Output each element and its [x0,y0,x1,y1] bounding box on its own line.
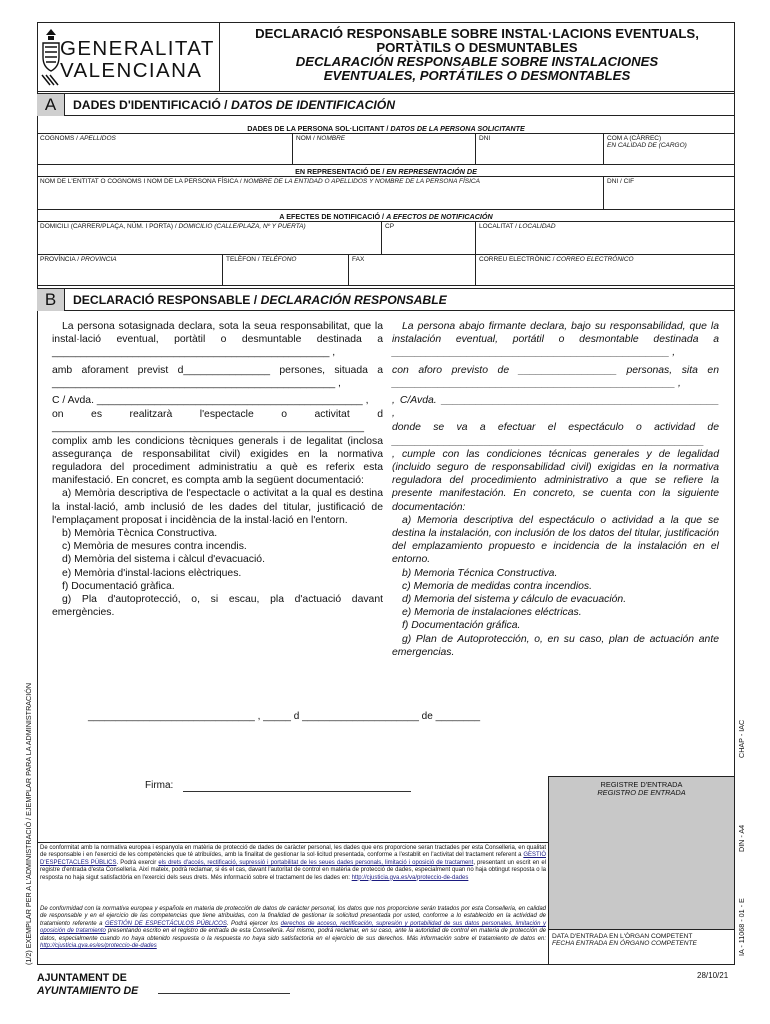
privacy-link-es-3[interactable]: http://cjusticia.gva.es/es/proteccio-de-dades [40,943,157,950]
band-solicitante: DADES DE LA PERSONA SOL·LICITANT / DATOS DE LA PERSONA SOLICITANTE [37,124,735,134]
field-apellidos[interactable]: COGNOMS / APELLIDOS [37,134,293,164]
row-domicilio [37,222,735,255]
code-form: IA - 11068 - 01 - E [737,898,746,956]
org-name-line1: GENERALITAT [60,37,215,60]
section-b-title: DECLARACIÓ RESPONSABLE / DECLARACIÓN RESPONSABLE [73,293,447,307]
field-correo[interactable]: CORREU ELECTRÒNIC / CORREO ELECTRÓNICO [479,256,634,263]
register-box [548,776,734,964]
field-entidad[interactable]: NOM DE L'ENTITAT O COGNOMS I NOM DE LA PERSONA FÍSICA / NOMBRE DE LA ENTIDAD O APELLIDOS Y NOMBRE DE LA PERSONA FÍSICA [37,177,604,209]
band-notificacion: A EFECTES DE NOTIFICACIÓ / A EFECTOS DE NOTIFICACIÓN [37,212,735,222]
decl-ca-item-g: g) Pla d'autoprotecció, o, si escau, pla d'actuació davant emergències. [52,594,383,619]
decl-ca-p4: on es realitzarà l'espectacle o activitat d ______________________________________________________ [52,409,383,434]
field-nombre[interactable]: NOM / NOMBRE [293,134,476,164]
field-dni-cif[interactable]: DNI / CIF [607,178,635,185]
decl-es-p4: donde se va a efectuar el espectáculo o actividad de ______________________________________________________ [392,422,719,447]
decl-es-item-c: c) Memoria de medidas contra incendios. [402,580,593,592]
field-fax[interactable]: FAX [349,255,476,285]
privacy-link-es-2[interactable]: derechos de acceso, rectificación, supresión y portabilidad de sus datos personales, limitación y oposición de tratamiento [40,920,546,935]
decl-ca-item-f: f) Documentació gràfica. [62,580,175,592]
section-a-header [37,93,735,116]
decl-es-p5: , cumple con las condiciones técnicas generales y de legalidad (incluido seguro de responsabilidad civil) exigidas en la normativa reguladora del procedimiento administrativo a que se refiere la presente manifestación. En concreto, se cuenta con la siguiente documentación: [392,448,719,513]
signature-label: Firma: [145,780,174,791]
section-b-header [37,288,735,311]
title-es-line1: DECLARACIÓN RESPONSABLE SOBRE INSTALACIONES [295,54,659,69]
decl-es-p2: con aforo previsto de _________________ personas, sita en _________________________________________________ , [392,364,719,389]
decl-es-item-e: e) Memoria de instalaciones eléctricas. [402,607,582,619]
decl-es-item-a: a) Memoria descriptiva del espectáculo o actividad a la que se destina la instalación, con inclusión de los datos del titular, justificación del emplazamiento propuesto e incidencia de la instalación en el entorno. [392,514,719,566]
field-domicilio[interactable]: DOMICILI (CARRER/PLAÇA, NÚM. I PORTA) / DOMICILIO (CALLE/PLAZA, Nº Y PUERTA) [37,222,382,254]
generalitat-logo [38,23,220,91]
decl-es-p1: La persona abajo firmante declara, bajo su responsabilidad, que la instalación eventual, portátil o desmontable destinada a ________________________________________________ , [392,321,719,359]
title-es-line2: EVENTUALES, PORTÁTILES O DESMONTABLES [323,68,631,83]
generalitat-emblem-icon [40,27,62,87]
field-cp[interactable]: CP [382,222,476,254]
code-din: DIN - A4 [737,824,746,852]
title-ca-line1: DECLARACIÓ RESPONSABLE SOBRE INSTAL·LACIONS EVENTUALS, [255,26,699,41]
form-date: 28/10/21 [697,971,729,980]
decl-ca-p5: complix amb les condicions tècniques generals i de legalitat (inclosa assegurança de responsabilitat civil) exigides en la normativa reguladora del procediment administratiu a què es referix esta manifestació. En concret, es compta amb la següent documentació: [52,435,383,487]
decl-ca-item-b: b) Memòria Tècnica Constructiva. [62,528,218,540]
privacy-notice-ca: De conformitat amb la normativa europea i espanyola en matèria de protecció de dades de caràcter personal, les dades que ens proporcione seran tractades per esta Conselleria, en qualitat de responsable i en l'exercici de les competències que té atribuïdes, amb la finalitat de gestionar la sol·licitud presentada, conforme a l'establit en l'activitat del tractament referent a GESTIÓ D'ESPECTACLES PÚBLICS. Podrà exercir els drets d'accés, rectificació, supressió i portabilitat de les seues dades personals, limitació i oposició de tractament, presentant un escrit en el registre d'entrada d'esta Conselleria. Així mateix, podrà reclamar, si és el cas, davant l'autoritat de control en matèria de protecció de dades, especialment quan no haja obtingut resposta o la resposta no haja sigut satisfactòria en l'exercici dels seus drets. Més informació sobre el tractament de les dades en: http://cjusticia.gva.es/va/proteccio-de-dades [40,845,546,881]
decl-ca-p1: La persona sotasignada declara, sota la seua responsabilitat, que la instal·lació eventual, portàtil o desmuntable destinada a ________________________________________________ , [52,321,383,359]
privacy-link-ca-1[interactable]: GESTIÓ D'ESPECTACLES PÚBLICS [40,852,546,866]
row-contacto [37,255,735,286]
ayuntamiento-line[interactable] [158,993,290,994]
privacy-link-ca-2[interactable]: els drets d'accés, rectificació, supressió i portabilitat de les seues dades personals, limitació i oposició de tractament [158,859,474,866]
decl-es-item-f: f) Documentación gráfica. [402,620,521,632]
decl-ca-item-c: c) Memòria de mesures contra incendis. [62,541,247,553]
field-localidad[interactable]: LOCALITAT / LOCALIDAD [479,223,556,230]
field-cargo[interactable]: COM A (CÀRREC) EN CALIDAD DE (CARGO) [607,135,687,149]
date-place-line[interactable]: ______________________________ , _____ d _____________________ de ________ [88,711,481,722]
section-b-letter: B [37,289,65,311]
privacy-divider [37,842,548,843]
row-solicitante [37,134,735,165]
decl-ca-p3: C / Avda. ______________________________________________ , [52,395,369,407]
signature-line[interactable] [183,791,411,792]
privacy-notice-es: De conformidad con la normativa europea y española en materia de protección de datos de carácter personal, los datos que nos proporcione serán tratados por esta Conselleria, en calidad de responsable y en el ejercicio de las competencias que tiene atribuidas, con la finalidad de gestionar la solicitud presentada por usted, conforme a lo establecido en la actividad de tratamiento referente a GESTIÓN DE ESPECTÁCULOS PÚBLICOS. Podrá ejercer los derechos de acceso, rectificación, supresión y portabilidad de sus datos personales, limitación y oposición de tratamiento presentando escrito en el registro de entrada de esta Conselleria. Así mismo, podrá reclamar, en su caso, ante la autoridad de control en materia de protección de datos, especialmente cuando no haya obtenido respuesta o la respuesta no haya sido satisfactoria en el ejercicio de sus derechos. Más información sobre el tratamiento de datos en: http://cjusticia.gva.es/es/proteccio-de-dades [40,906,546,950]
copy-label: (1/2) EXEMPLAR PER A L'ADMINISTRACIÓ / EJEMPLAR PARA LA ADMINISTRACIÓN [24,682,33,965]
decl-ca-item-a: a) Memòria descriptiva de l'espectacle o activitat a la qual es destina la instal·lació, amb inclusió de les dades del titular, justificació de l'emplaçament proposat i incidència de la instal·lació en l'entorn. [52,488,383,526]
declaration-ca [52,320,383,619]
form-title [222,27,732,83]
decl-ca-p2: amb aforament previst d_______________ persones, situada a _________________________________________________ , [52,364,383,389]
decl-es-item-b: b) Memoria Técnica Constructiva. [402,567,558,579]
ayuntamiento-label: AJUNTAMENT DE AYUNTAMIENTO DE [37,972,139,997]
section-a-title: DADES D'IDENTIFICACIÓ / DATOS DE IDENTIFICACIÓN [73,98,396,112]
decl-ca-item-e: e) Memòria d'instal·lacions elèctriques. [62,567,242,579]
band-representacion: EN REPRESENTACIÓ DE / EN REPRESENTACIÓN DE [37,167,735,177]
section-a-letter: A [37,94,65,116]
field-dni[interactable]: DNI [476,134,604,164]
org-name-line2: VALENCIANA [60,59,203,82]
decl-es-p3: , C/Avda. ________________________________________________ , [392,395,719,420]
title-ca-line2: PORTÀTILS O DESMUNTABLES [376,40,578,55]
code-chap: CHAP - IAC [737,719,746,758]
privacy-link-es-1[interactable]: GESTIÓN DE ESPECTÁCULOS PÚBLICOS [104,920,227,927]
register-title: REGISTRE D'ENTRADA REGISTRO DE ENTRADA [597,780,686,797]
declaration-es [392,320,719,659]
field-telefono[interactable]: TELÈFON / TELÉFONO [223,255,349,285]
field-provincia[interactable]: PROVÍNCIA / PROVINCIA [37,255,223,285]
decl-es-item-g: g) Plan de Autoprotección, o, en su caso, plan de actuación ante emergencias. [392,633,719,658]
decl-ca-item-d: d) Memòria del sistema i càlcul d'evacuació. [62,554,265,566]
register-date-field[interactable]: DATA D'ENTRADA EN L'ÒRGAN COMPETENT FECHA ENTRADA EN ÓRGANO COMPETENTE [549,929,734,964]
decl-es-item-d: d) Memoria del sistema y cálculo de evacuación. [402,594,627,606]
row-representacion [37,177,735,210]
privacy-link-ca-3[interactable]: http://cjusticia.gva.es/va/proteccio-de-dades [351,874,469,881]
